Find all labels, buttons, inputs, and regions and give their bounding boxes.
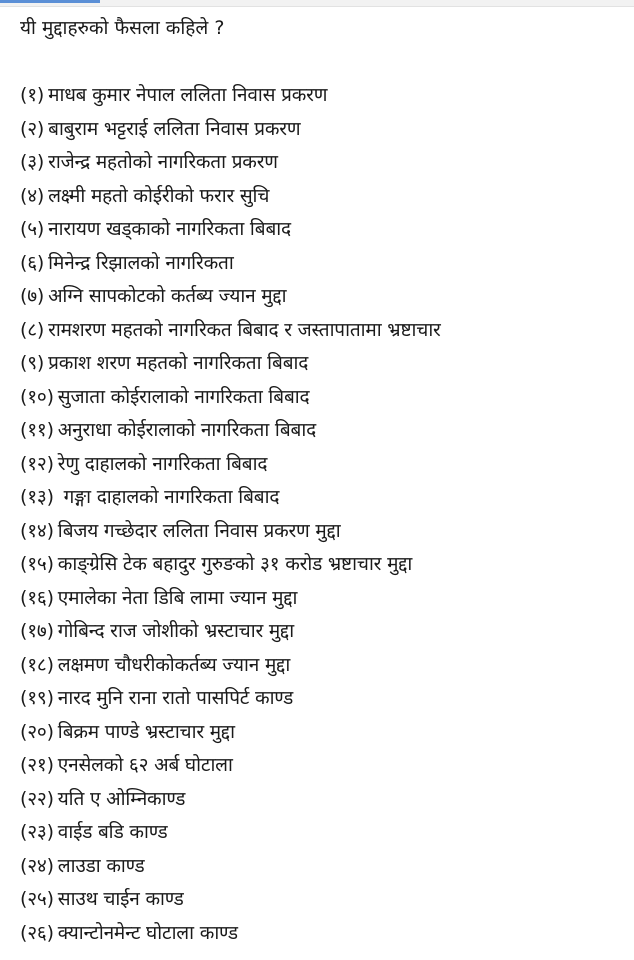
list-item-text: नारायण खड्काको नागरिकता बिबाद bbox=[48, 218, 291, 240]
list-item-number: (७) bbox=[20, 285, 45, 307]
list-item-number: (१४) bbox=[20, 519, 54, 542]
list-item bbox=[20, 917, 626, 951]
list-item-text: माधब कुमार नेपाल ललिता निवास प्रकरण bbox=[48, 84, 328, 106]
list-item bbox=[20, 146, 626, 180]
list-item bbox=[20, 816, 626, 850]
list-item-number: (९) bbox=[20, 352, 45, 374]
list-item-text: अनुराधा कोईरालाको नागरिकता बिबाद bbox=[57, 419, 316, 441]
list-item bbox=[20, 548, 626, 582]
list-item bbox=[20, 481, 626, 515]
list-item bbox=[20, 448, 626, 482]
list-item-text: गङ्गा दाहालको नागरिकता बिबाद bbox=[57, 486, 280, 508]
list-item bbox=[20, 749, 626, 783]
list-item bbox=[20, 649, 626, 683]
list-item-text: मिनेन्द्र रिझालको नागरिकता bbox=[48, 251, 234, 274]
list-item bbox=[20, 582, 626, 616]
list-item-number: (२२) bbox=[20, 787, 54, 810]
list-item-number: (२३) bbox=[20, 821, 54, 843]
list-item-number: (२६) bbox=[20, 921, 54, 944]
list-item-text: लाउडा काण्ड bbox=[57, 854, 145, 877]
list-item-text: राजेन्द्र महतोको नागरिकता प्रकरण bbox=[48, 151, 278, 173]
list-item bbox=[20, 515, 626, 549]
list-item bbox=[20, 682, 626, 716]
list-item-text: बिक्रम पाण्डे भ्रस्टाचार मुद्दा bbox=[57, 720, 235, 743]
top-accent-bar bbox=[0, 0, 100, 3]
list-item-text: एमालेका नेता डिबि लामा ज्यान मुद्दा bbox=[57, 586, 298, 609]
list-item bbox=[20, 615, 626, 649]
document-body bbox=[20, 12, 626, 950]
list-item bbox=[20, 113, 626, 147]
list-item-number: (११) bbox=[20, 419, 54, 441]
list-item-text: रेणु दाहालको नागरिकता बिबाद bbox=[57, 452, 268, 475]
list-item bbox=[20, 180, 626, 214]
list-item-number: (२१) bbox=[20, 754, 54, 776]
list-item bbox=[20, 213, 626, 247]
list-item-number: (२५) bbox=[20, 888, 54, 910]
list-item-text: क्यान्टोनमेन्ट घोटाला काण्ड bbox=[57, 921, 238, 944]
list-item-number: (१७) bbox=[20, 620, 54, 642]
list-item bbox=[20, 347, 626, 381]
list-item bbox=[20, 414, 626, 448]
list-item-text: बिजय गच्छेदार ललिता निवास प्रकरण मुद्दा bbox=[57, 519, 341, 542]
list-item-text: बाबुराम भट्टराई ललिता निवास प्रकरण bbox=[48, 117, 301, 140]
list-item-text: लक्ष्मी महतो कोईरीको फरार सुचि bbox=[48, 184, 270, 207]
list-item-number: (१५) bbox=[20, 553, 54, 575]
list-item bbox=[20, 247, 626, 281]
list-item-number: (२४) bbox=[20, 854, 54, 877]
list-item-number: (१८) bbox=[20, 653, 54, 676]
case-list bbox=[20, 79, 626, 950]
list-item-text: नारद मुनि राना रातो पासपिर्ट काण्ड bbox=[57, 687, 294, 709]
list-item-text: काङ्ग्रेसि टेक बहादुर गुरुङको ३१ करोड भ्रष्टाचार मुद्दा bbox=[57, 553, 413, 575]
list-item bbox=[20, 716, 626, 750]
list-item-number: (६) bbox=[20, 251, 45, 274]
list-item-number: (२०) bbox=[20, 720, 54, 743]
list-item-text: सुजाता कोईरालाको नागरिकता बिबाद bbox=[57, 385, 310, 408]
list-item-number: (३) bbox=[20, 151, 45, 173]
list-item bbox=[20, 79, 626, 113]
list-item-text: साउथ चाईन काण्ड bbox=[57, 888, 184, 910]
list-item bbox=[20, 783, 626, 817]
page-title: यी मुद्दाहरुको फैसला कहिले ? bbox=[20, 17, 225, 39]
list-item bbox=[20, 883, 626, 917]
list-item-text: यति ए ओम्निकाण्ड bbox=[57, 787, 186, 810]
list-item-number: (१३) bbox=[20, 486, 54, 508]
list-item-text: वाईड बडि काण्ड bbox=[57, 821, 168, 843]
list-item-text: रामशरण महतको नागरिकत बिबाद र जस्तापातामा भ्रष्टाचार bbox=[48, 318, 441, 341]
list-item-number: (८) bbox=[20, 318, 45, 341]
list-item-number: (१०) bbox=[20, 385, 54, 408]
list-item-text: अग्नि सापकोटको कर्तब्य ज्यान मुद्दा bbox=[48, 285, 287, 307]
list-item-number: (४) bbox=[20, 184, 45, 207]
list-item-text: प्रकाश शरण महतको नागरिकता बिबाद bbox=[48, 352, 309, 374]
list-item-number: (१२) bbox=[20, 452, 54, 475]
list-item-text: एनसेलको ६२ अर्ब घोटाला bbox=[57, 754, 233, 776]
list-item-number: (१६) bbox=[20, 586, 54, 609]
list-item bbox=[20, 850, 626, 884]
blank-line bbox=[20, 44, 626, 79]
list-item bbox=[20, 314, 626, 348]
list-item-number: (१९) bbox=[20, 687, 54, 709]
list-item bbox=[20, 381, 626, 415]
list-item-number: (२) bbox=[20, 117, 45, 140]
list-item-text: लक्षमण चौधरीकोकर्तब्य ज्यान मुद्दा bbox=[57, 653, 291, 676]
list-item-number: (१) bbox=[20, 84, 45, 106]
list-item bbox=[20, 280, 626, 314]
list-item-number: (५) bbox=[20, 218, 45, 240]
list-item-text: गोबिन्द राज जोशीको भ्रस्टाचार मुद्दा bbox=[57, 620, 294, 642]
